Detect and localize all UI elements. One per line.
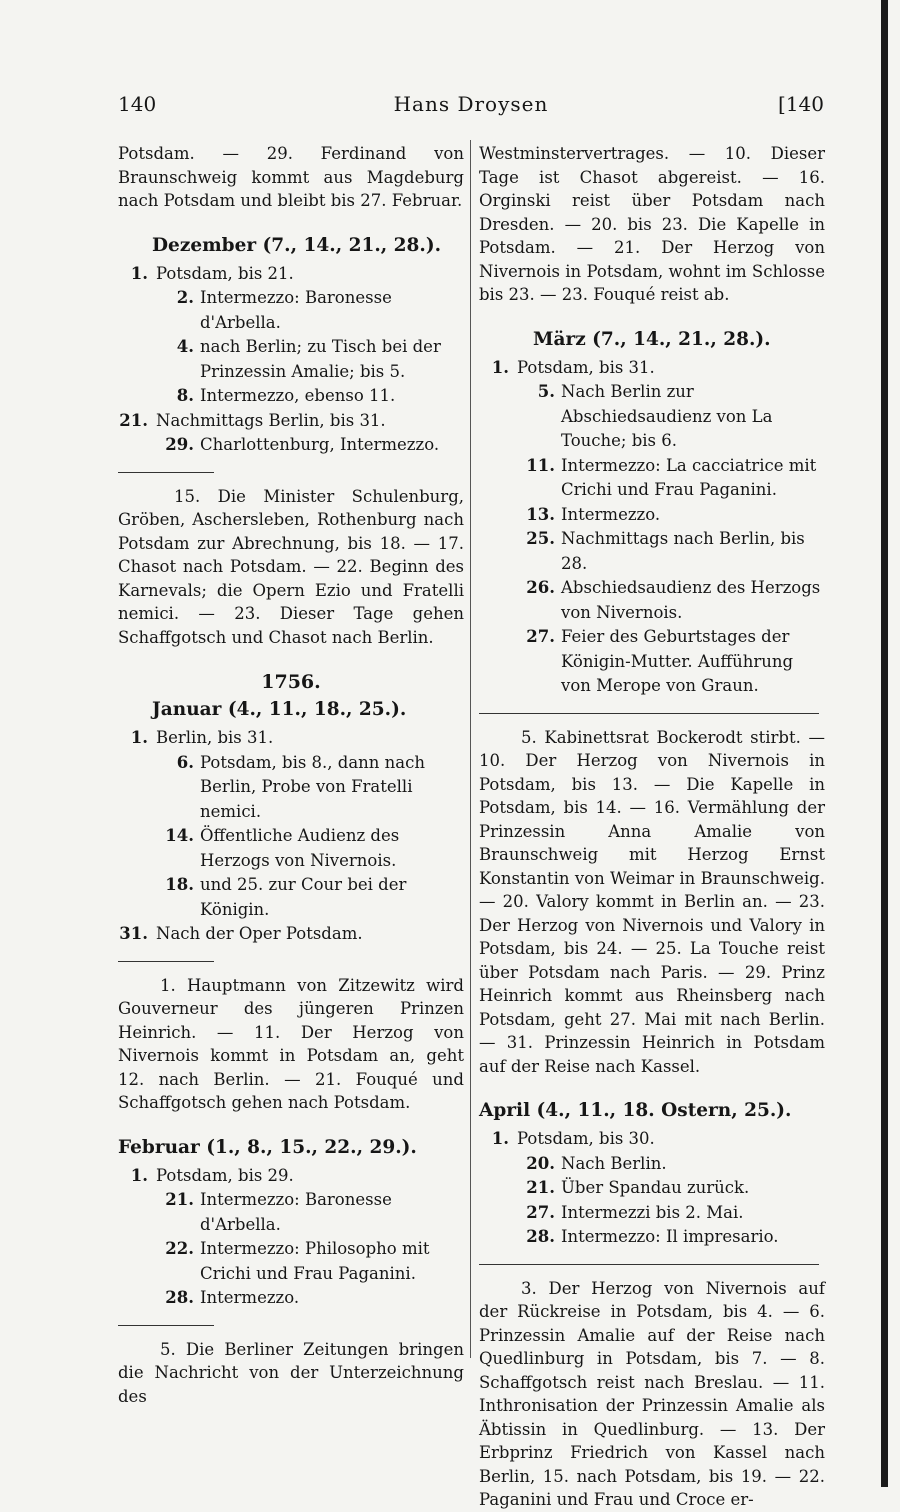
calendar-entry [118,384,464,409]
entry-day: 28. [526,1227,555,1246]
continued-paragraph: Potsdam. — 29. Ferdinand von Braunschweig kommt aus Magdeburg nach Potsdam und bleibt bis 27. Februar. [118,144,464,210]
entry-list-dezember [118,262,464,458]
entry-text: Intermezzo: Il impresario. [561,1227,779,1246]
entry-day: 2. [176,288,194,307]
calendar-entry [479,1152,825,1177]
notes-paragraph-maerz: 5. Kabinettsrat Bockerodt stirbt. — 10. Der Herzog von Nivernois in Potsdam, bis 13. — Die Kapelle in Potsdam, bis 14. — 16. Vermählung der Prinzessin Anna Amalie von Braunschweig mit Herzog Ernst Konstantin von Weimar in Braunschweig. — 20. Valory kommt in Berlin an. — 23. Der Herzog von Nivernois und Valory in Potsdam, bis 24. — 25. La Touche reist über Potsdam nach Paris. — 29. Prinz Heinrich kommt aus Rheinsberg nach Potsdam, geht 27. Mai mit nach Berlin. — 31. Prinzessin Heinrich in Potsdam auf der Reise nach Kassel. [479,727,825,1076]
notes-paragraph-januar: 1. Hauptmann von Zitzewitz wird Gouverneur des jüngeren Prinzen Heinrich. — 11. Der Herzog von Nivernois kommt in Potsdam an, geht 12. nach Berlin. — 21. Fouqué und Schaffgotsch gehen nach Potsdam. [118,975,464,1112]
calendar-entry [118,1286,464,1311]
calendar-entry [479,454,825,503]
entry-day: 1. [130,728,148,747]
month-heading-april: April (4., 11., 18. Ostern, 25.). [479,1100,792,1121]
page-number-left: 140 [118,92,157,116]
entry-day: 26. [526,578,555,597]
entry-text: und 25. zur Cour bei der Königin. [200,875,407,919]
calendar-entry [118,433,464,458]
entry-text: Charlottenburg, Intermezzo. [200,435,440,454]
calendar-entry [118,262,464,287]
entry-list-april [479,1127,825,1250]
entry-text: Intermezzo. [200,1288,300,1307]
entry-text: Nach Berlin zur Abschiedsaudienz von La Touche; bis 6. [561,382,773,450]
calendar-entry [479,1127,825,1152]
calendar-entry [118,286,464,335]
entry-day: 28. [165,1288,194,1307]
entry-text: Berlin, bis 31. [156,728,274,747]
entry-text: Intermezzo, ebenso 11. [200,386,396,405]
entry-text: Intermezzi bis 2. Mai. [561,1202,744,1222]
entry-day: 29. [165,435,194,454]
entry-list-januar [118,726,464,947]
entry-text: Intermezzo. [561,504,661,524]
entry-day: 1. [491,357,509,377]
entry-text: Öffentliche Audienz des Herzogs von Nivernois. [200,826,400,870]
entry-day: 14. [165,826,194,845]
calendar-entry [479,527,825,576]
entry-day: 27. [526,627,555,646]
entry-day: 1. [130,1165,148,1185]
calendar-entry [118,873,464,922]
month-heading-februar: Februar (1., 8., 15., 22., 29.). [118,1136,417,1158]
calendar-entry [118,922,464,947]
section-rule [118,1325,214,1326]
entry-text: Intermezzo: Baronesse d'Arbella. [200,288,392,332]
running-title: Hans Droysen [393,92,549,116]
entry-day: 21. [165,1190,194,1209]
calendar-entry [118,1164,464,1189]
entry-text: Intermezzo: Philosopho mit Crichi und Frau Paganini. [200,1239,430,1283]
entry-text: Potsdam, bis 30. [517,1129,655,1148]
entry-day: 1. [130,263,148,283]
calendar-entry [118,824,464,873]
calendar-entry [479,1201,825,1226]
calendar-entry [479,1176,825,1201]
page-header [118,92,824,122]
section-rule [118,961,214,962]
entry-day: 4. [176,337,194,356]
entry-list-februar [118,1164,464,1311]
calendar-entry [118,1188,464,1237]
notes-paragraph-februar: 5. Die Berliner Zeitungen bringen die Nachricht von der Unterzeichnung des [118,1339,464,1406]
calendar-entry [479,380,825,454]
page-edge-bar [881,0,888,1487]
right-column [479,142,825,1512]
entry-day: 31. [119,924,148,943]
entry-list-maerz [479,356,825,699]
entry-day: 1. [491,1129,509,1148]
entry-day: 22. [165,1239,194,1258]
entry-day: 21. [119,410,148,430]
calendar-entry [479,625,825,699]
entry-text: Potsdam, bis 29. [156,1165,294,1185]
section-rule [479,713,819,714]
calendar-entry [118,1237,464,1286]
entry-text: Nach der Oper Potsdam. [156,924,363,943]
entry-day: 13. [526,504,555,524]
entry-text: nach Berlin; zu Tisch bei der Prinzessin Amalie; bis 5. [200,337,441,381]
column-divider [470,140,471,1358]
notes-paragraph-april: 3. Der Herzog von Nivernois auf der Rückreise in Potsdam, bis 4. — 6. Prinzessin Amalie auf der Reise nach Quedlinburg in Potsdam, bis 7. — 8. Schaffgotsch reist nach Breslau. — 11. Inthronisation der Prinzessin Amalie als Äbtissin in Quedlinburg. — 13. Der Erbprinz Friedrich von Kassel nach Berlin, 15. nach Potsdam, bis 19. — 22. Paganini und Frau und Croce er- [479,1278,825,1509]
entry-text: Feier des Geburtstages der Königin-Mutter. Aufführung von Merope von Graun. [561,627,794,695]
entry-text: Nach Berlin. [561,1153,667,1173]
entry-text: Nachmittags nach Berlin, bis 28. [561,529,805,573]
entry-text: Über Spandau zurück. [561,1178,750,1197]
calendar-entry [118,409,464,434]
calendar-entry [479,1225,825,1250]
entry-day: 27. [526,1202,555,1222]
entry-day: 8. [176,386,194,405]
entry-text: Potsdam, bis 31. [517,357,655,377]
left-column [118,142,464,1408]
calendar-entry [118,751,464,825]
month-heading-maerz: März (7., 14., 21., 28.). [533,328,771,350]
entry-text: Abschiedsaudienz des Herzogs von Nivernois. [561,578,821,622]
entry-day: 11. [526,455,555,475]
page-number-right: [140 [778,92,824,116]
calendar-entry [479,503,825,528]
entry-text: Nachmittags Berlin, bis 31. [156,410,386,430]
entry-text: Intermezzo: Baronesse d'Arbella. [200,1190,392,1234]
section-rule [479,1264,819,1265]
entry-text: Intermezzo: La cacciatrice mit Crichi und Frau Paganini. [561,455,817,499]
calendar-entry [479,356,825,381]
entry-day: 20. [526,1153,555,1173]
entry-text: Potsdam, bis 8., dann nach Berlin, Probe von Fratelli nemici. [200,752,426,821]
entry-day: 6. [176,752,194,772]
calendar-entry [118,726,464,751]
entry-day: 21. [526,1178,555,1197]
calendar-entry [479,576,825,625]
entry-day: 5. [537,382,555,401]
month-heading-dezember: Dezember (7., 14., 21., 28.). [152,234,442,256]
entry-day: 18. [165,875,194,894]
section-rule [118,472,214,473]
entry-text: Potsdam, bis 21. [156,263,294,283]
continued-paragraph: Westminstervertrages. — 10. Dieser Tage ist Chasot abgereist. — 16. Orginski reist über Potsdam nach Dresden. — 20. bis 23. Die Kapelle in Potsdam. — 21. Der Herzog von Nivernois in Potsdam, wohnt im Schlosse bis 23. — 23. Fouqué reist ab. [479,144,825,304]
month-heading-januar: Januar (4., 11., 18., 25.). [152,699,407,720]
notes-paragraph-dezember: 15. Die Minister Schulenburg, Gröben, Aschersleben, Rothenburg nach Potsdam zur Abrechnung, bis 18. — 17. Chasot nach Potsdam. — 22. Beginn des Karnevals; die Opern Ezio und Fratelli nemici. — 23. Dieser Tage gehen Schaffgotsch und Chasot nach Berlin. [118,486,464,647]
entry-day: 25. [526,529,555,548]
calendar-entry [118,335,464,384]
year-heading: 1756. [261,671,321,693]
